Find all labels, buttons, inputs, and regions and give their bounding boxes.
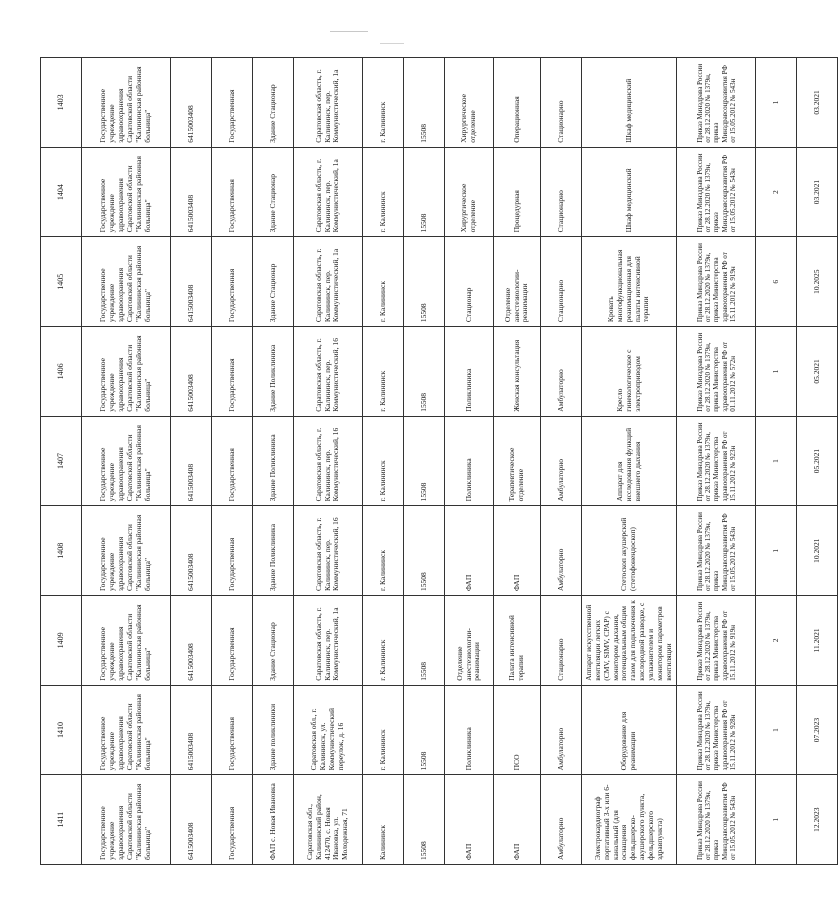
- cell-organization: Государственное учреждение здравоохранения Саратовской области "Калининская районная больница": [82, 506, 171, 596]
- cell-code: 15508: [404, 58, 445, 148]
- cell-city: г. Калининск: [363, 506, 404, 596]
- cell-date: 03.2021: [797, 58, 838, 148]
- cell-date: 03.2021: [797, 147, 838, 237]
- cell-department: ФАП: [494, 506, 541, 596]
- cell-ownership: Государственная: [212, 237, 253, 327]
- cell-equipment-name: Аппарат для исследования функций внешнего дыхания: [582, 416, 677, 506]
- cell-address: Саратовская обл., г. Калининск, ул. Коммунистический переулок, д. 16: [294, 685, 363, 775]
- cell-record-number: 1410: [41, 685, 82, 775]
- cell-quantity: 1: [756, 416, 797, 506]
- cell-code: 15508: [404, 685, 445, 775]
- scan-artifact: [380, 43, 404, 44]
- row-city: [363, 58, 404, 865]
- cell-record-number: 1404: [41, 147, 82, 237]
- cell-department: ПСО: [494, 685, 541, 775]
- cell-record-number: 1406: [41, 327, 82, 417]
- cell-address: Саратовская область, г. Калининск, пер. Коммунистический, 1а: [294, 147, 363, 237]
- cell-organization: Государственное учреждение здравоохранения Саратовской области "Калининская районная больница": [82, 416, 171, 506]
- row-record-number: [41, 58, 82, 865]
- cell-regulation: Приказ Минздрава России от 28.12.2020 № 1379н, приказ Министерства здравоохранения РФ от 15.11.2012 № 919н: [677, 596, 756, 686]
- row-building: [253, 58, 294, 865]
- cell-organization: Государственное учреждение здравоохранения Саратовской области "Калининская районная больница": [82, 775, 171, 865]
- cell-department: Женская консультация: [494, 327, 541, 417]
- cell-city: г. Калининск: [363, 416, 404, 506]
- cell-quantity: 1: [756, 775, 797, 865]
- cell-regulation: Приказ Минздрава России от 28.12.2020 № 1379н, приказ Минздравсоцразвития РФ от 15.05.2012 № 543н: [677, 775, 756, 865]
- cell-date: 10.2025: [797, 237, 838, 327]
- cell-department: Операционная: [494, 58, 541, 148]
- cell-unit: ФАП: [445, 775, 494, 865]
- cell-care-mode: Амбулаторно: [541, 416, 582, 506]
- cell-ownership: Государственная: [212, 58, 253, 148]
- cell-code: 15508: [404, 506, 445, 596]
- cell-regulation: Приказ Минздрава России от 28.12.2020 № 1379н, приказ Министерства здравоохранения РФ от 01.11.2012 № 572н: [677, 327, 756, 417]
- cell-ownership: Государственная: [212, 775, 253, 865]
- cell-address: Саратовская область, г. Калининск, пер. Коммунистический, 1а: [294, 58, 363, 148]
- cell-equipment-name: Электрокардиограф портативный 3-х или 6-канальный (для оснащения фельдшерско-акушерского пункта, фельдшерского здравпункта): [582, 775, 677, 865]
- cell-address: Саратовская область, г. Калининск, пер. Коммунистический, 1а: [294, 237, 363, 327]
- cell-city: г. Калининск: [363, 685, 404, 775]
- cell-code: 15508: [404, 775, 445, 865]
- row-quantity: [756, 58, 797, 865]
- cell-equipment-name: Стетоскоп акушерский (стетофонендоскоп): [582, 506, 677, 596]
- cell-inn: 6415003408: [171, 58, 212, 148]
- cell-date: 11.2021: [797, 596, 838, 686]
- cell-date: 12.2023: [797, 775, 838, 865]
- cell-ownership: Государственная: [212, 685, 253, 775]
- cell-regulation: Приказ Минздрава России от 28.12.2020 № 1379н, приказ Минздравсоцразвития РФ от 15.05.2012 № 543н: [677, 58, 756, 148]
- cell-record-number: 1409: [41, 596, 82, 686]
- cell-record-number: 1405: [41, 237, 82, 327]
- cell-building: Здание Стационар: [253, 596, 294, 686]
- cell-care-mode: Амбулаторно: [541, 685, 582, 775]
- row-date: [797, 58, 838, 865]
- cell-regulation: Приказ Минздрава России от 28.12.2020 № 1379н, приказ Минздравсоцразвития РФ от 15.05.2012 № 543н: [677, 147, 756, 237]
- cell-quantity: 1: [756, 685, 797, 775]
- cell-address: Саратовская обл., Калининский район, 412470, с. Новая Ивановка, ул. Молодежная, 71: [294, 775, 363, 865]
- cell-code: 15508: [404, 147, 445, 237]
- cell-unit: Стационар: [445, 237, 494, 327]
- cell-regulation: Приказ Минздрава России от 28.12.2020 № 1379н, приказ Минздравсоцразвития РФ от 15.05.2012 № 543н: [677, 506, 756, 596]
- row-organization: [82, 58, 171, 865]
- cell-inn: 6415003408: [171, 775, 212, 865]
- cell-unit: Хирургическое отделение: [445, 147, 494, 237]
- cell-organization: Государственное учреждение здравоохранения Саратовской области "Калининская районная больница": [82, 596, 171, 686]
- cell-equipment-name: Кровать многофункциональная реанимационная для палаты интенсивной терапии: [582, 237, 677, 327]
- cell-inn: 6415003408: [171, 506, 212, 596]
- cell-unit: Поликлиника: [445, 327, 494, 417]
- cell-inn: 6415003408: [171, 237, 212, 327]
- cell-equipment-name: Шкаф медицинский: [582, 58, 677, 148]
- cell-code: 15508: [404, 416, 445, 506]
- cell-equipment-name: Аппарат искусственной вентиляции легких (CMV, SIMV, CPAP) с монитором дыхания, потенциальным общим газом для подключения к кислородной разводке, с увлажнителем и монитором параметров вентиляции: [582, 596, 677, 686]
- cell-city: Калининск: [363, 775, 404, 865]
- cell-address: Саратовская область, г. Калининск, пер. Коммунистический, 1а: [294, 596, 363, 686]
- cell-record-number: 1408: [41, 506, 82, 596]
- cell-ownership: Государственная: [212, 596, 253, 686]
- cell-record-number: 1407: [41, 416, 82, 506]
- cell-building: Здание поликлиники: [253, 685, 294, 775]
- row-code: [404, 58, 445, 865]
- cell-building: Здание Стационар: [253, 147, 294, 237]
- cell-address: Саратовская область, г. Калининск, пер. Коммунистический, 16: [294, 416, 363, 506]
- cell-date: 07.2023: [797, 685, 838, 775]
- cell-organization: Государственное учреждение здравоохранения Саратовской области "Калининская районная больница": [82, 327, 171, 417]
- cell-department: ФАП: [494, 775, 541, 865]
- cell-building: ФАП с. Новая Ивановка: [253, 775, 294, 865]
- scan-artifact: [330, 31, 368, 32]
- cell-ownership: Государственная: [212, 506, 253, 596]
- cell-organization: Государственное учреждение здравоохранения Саратовской области "Калининская районная больница": [82, 685, 171, 775]
- cell-record-number: 1411: [41, 775, 82, 865]
- cell-city: г. Калининск: [363, 596, 404, 686]
- cell-record-number: 1403: [41, 58, 82, 148]
- row-ownership: [212, 58, 253, 865]
- cell-regulation: Приказ Минздрава России от 28.12.2020 № 1379н, приказ Министерства здравоохранения РФ от 15.11.2012 № 923н: [677, 416, 756, 506]
- cell-organization: Государственное учреждение здравоохранения Саратовской области "Калининская районная больница": [82, 58, 171, 148]
- row-inn: [171, 58, 212, 865]
- cell-care-mode: Стационарно: [541, 58, 582, 148]
- cell-inn: 6415003408: [171, 416, 212, 506]
- cell-quantity: 2: [756, 596, 797, 686]
- cell-inn: 6415003408: [171, 327, 212, 417]
- cell-unit: Отделение анестезиологии-реанимации: [445, 596, 494, 686]
- cell-unit: Поликлиника: [445, 685, 494, 775]
- cell-inn: 6415003408: [171, 685, 212, 775]
- cell-ownership: Государственная: [212, 416, 253, 506]
- row-care-mode: [541, 58, 582, 865]
- cell-organization: Государственное учреждение здравоохранения Саратовской области "Калининская районная больница": [82, 147, 171, 237]
- cell-building: Здание Стационар: [253, 237, 294, 327]
- cell-date: 10.2021: [797, 506, 838, 596]
- cell-quantity: 1: [756, 506, 797, 596]
- cell-regulation: Приказ Минздрава России от 28.12.2020 № 1379н, приказ Министерства здравоохранения РФ от 15.11.2012 № 928н: [677, 685, 756, 775]
- cell-quantity: 6: [756, 237, 797, 327]
- row-regulation: [677, 58, 756, 865]
- cell-building: Здание Стационар: [253, 58, 294, 148]
- cell-unit: Хирургическое отделение: [445, 58, 494, 148]
- cell-building: Здание Поликлиника: [253, 416, 294, 506]
- row-address: [294, 58, 363, 865]
- cell-quantity: 1: [756, 58, 797, 148]
- cell-building: Здание Поликлиника: [253, 327, 294, 417]
- row-department: [494, 58, 541, 865]
- cell-inn: 6415003408: [171, 596, 212, 686]
- cell-care-mode: Амбулаторно: [541, 775, 582, 865]
- row-unit: [445, 58, 494, 865]
- cell-care-mode: Амбулаторно: [541, 327, 582, 417]
- cell-quantity: 1: [756, 327, 797, 417]
- cell-city: г. Калининск: [363, 327, 404, 417]
- cell-building: Здание Поликлиника: [253, 506, 294, 596]
- rotated-table-container: [40, 57, 822, 865]
- cell-inn: 6415003408: [171, 147, 212, 237]
- cell-unit: Поликлиника: [445, 416, 494, 506]
- cell-equipment-name: Шкаф медицинский: [582, 147, 677, 237]
- cell-address: Саратовская область, г. Калининск, пер. Коммунистический, 16: [294, 327, 363, 417]
- equipment-register-table: [40, 57, 838, 865]
- cell-care-mode: Стационарно: [541, 596, 582, 686]
- cell-department: Терапевтическое отделение: [494, 416, 541, 506]
- cell-department: Палата интенсивной терапии: [494, 596, 541, 686]
- cell-care-mode: Стационарно: [541, 147, 582, 237]
- cell-equipment-name: Кресло гинекологическое с электроприводом: [582, 327, 677, 417]
- cell-department: Процедурная: [494, 147, 541, 237]
- cell-date: 05.2021: [797, 416, 838, 506]
- cell-address: Саратовская область, г. Калининск, пер. Коммунистический, 16: [294, 506, 363, 596]
- cell-organization: Государственное учреждение здравоохранения Саратовской области "Калининская районная больница": [82, 237, 171, 327]
- cell-code: 15508: [404, 596, 445, 686]
- cell-ownership: Государственная: [212, 147, 253, 237]
- cell-city: г. Калининск: [363, 237, 404, 327]
- cell-ownership: Государственная: [212, 327, 253, 417]
- cell-equipment-name: Оборудование для реанимации: [582, 685, 677, 775]
- cell-code: 15508: [404, 237, 445, 327]
- cell-care-mode: Амбулаторно: [541, 506, 582, 596]
- cell-department: Отделение анестезиологии-реанимации: [494, 237, 541, 327]
- row-equipment-name: [582, 58, 677, 865]
- cell-regulation: Приказ Минздрава России от 28.12.2020 № 1379н, приказ Министерства здравоохранения РФ от 15.11.2012 № 919н: [677, 237, 756, 327]
- cell-city: г. Калининск: [363, 58, 404, 148]
- cell-city: г. Калининск: [363, 147, 404, 237]
- cell-unit: ФАП: [445, 506, 494, 596]
- cell-date: 05.2021: [797, 327, 838, 417]
- cell-code: 15508: [404, 327, 445, 417]
- cell-quantity: 2: [756, 147, 797, 237]
- cell-care-mode: Стационарно: [541, 237, 582, 327]
